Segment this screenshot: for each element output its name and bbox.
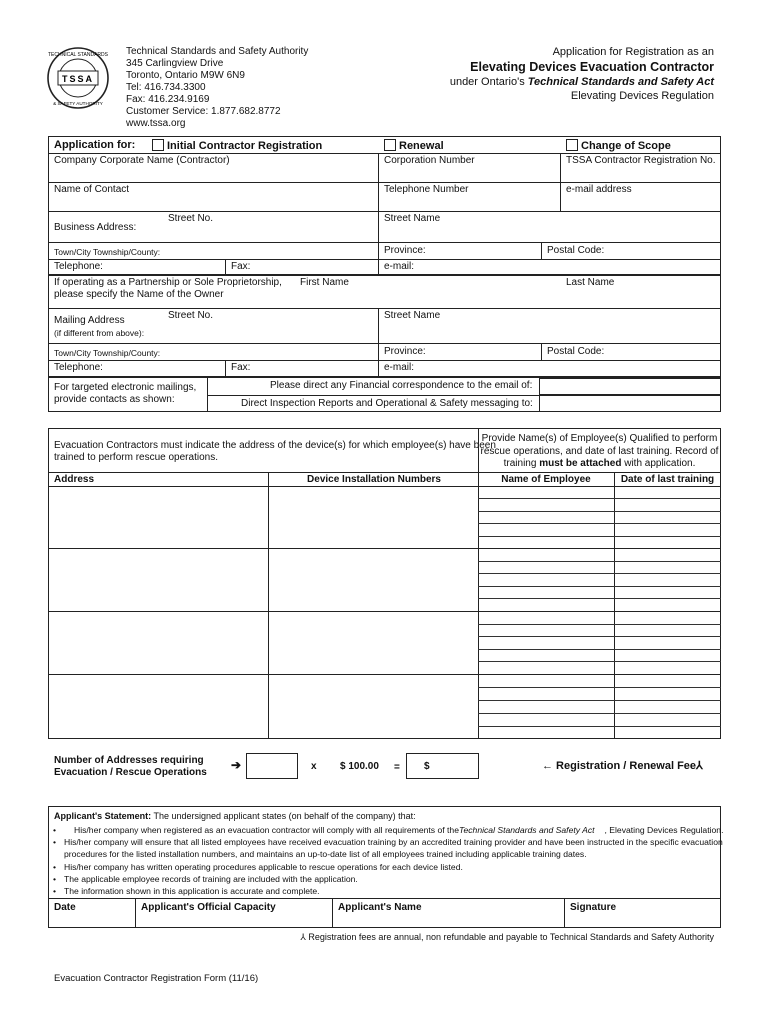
statement-bullet-4 (54, 874, 358, 885)
employee-row-line (478, 713, 721, 714)
statement-b1c: , Elevating Devices Regulation. (604, 825, 724, 835)
evac-provide-line3a: training (503, 458, 540, 469)
mailing-contacts-label2: provide contacts as shown: (54, 394, 175, 405)
mailing-street-no-field[interactable]: Street No. (168, 310, 214, 321)
title-line3 (450, 76, 714, 88)
sig-name-field[interactable]: Applicant's Name (338, 902, 422, 913)
mailing-province-field[interactable]: Province: (384, 346, 426, 357)
logo-text-top: TECHNICAL STANDARDS (47, 52, 109, 58)
owner-label-line2: please specify the Name of the Owner (54, 289, 224, 300)
owner-last-name-field[interactable]: Last Name (566, 277, 615, 288)
business-province-field[interactable]: Province: (384, 245, 426, 256)
device-cell-3[interactable] (269, 612, 478, 674)
email-address-field[interactable]: e-mail address (566, 184, 632, 195)
contact-name-field[interactable]: Name of Contact (54, 184, 130, 195)
business-street-no-field[interactable]: Street No. (168, 213, 214, 224)
statement-bullet-1 (54, 825, 723, 836)
employee-row-line (478, 523, 721, 524)
footnote: ⅄ Registration fees are annual, non refundable and payable to Technical Standards and Safety Authority (300, 932, 714, 942)
statement-heading-line (54, 810, 416, 822)
employee-row-line (478, 498, 721, 499)
title-line4: Elevating Devices Regulation (570, 90, 714, 102)
fee-arrow-icon: ➔ (231, 758, 242, 772)
address-cell-3[interactable] (49, 612, 268, 674)
option-renewal[interactable] (384, 139, 444, 152)
telephone-number-field[interactable]: Telephone Number (384, 184, 469, 195)
business-street-name-field[interactable]: Street Name (384, 213, 441, 224)
inspection-email-input[interactable] (539, 395, 721, 412)
address-cell-2[interactable] (49, 549, 268, 611)
employee-row-line (478, 687, 721, 688)
business-telephone-field[interactable]: Telephone: (54, 261, 103, 272)
statement-b2a: His/her company will ensure that all listed employees have received evacuation training by an accredited training provider and have been instructed in the specific evacuation (64, 837, 723, 847)
form-id: Evacuation Contractor Registration Form (11/16) (54, 973, 259, 984)
footnote-mark-icon: ⅄ (696, 760, 703, 772)
statement-bullet-5 (54, 886, 320, 897)
business-town-field[interactable]: Town/City Township/County: (54, 247, 161, 257)
business-address-label: Business Address: (54, 222, 137, 233)
employee-row-line (478, 624, 721, 625)
fee-amount: $ 100.00 (340, 761, 379, 772)
statement-b1-act: Technical Standards and Safety Act (459, 825, 595, 835)
statement-b4: The applicable employee records of training are included with the application. (64, 874, 358, 884)
inspection-email-label: Direct Inspection Reports and Operational & Safety messaging to: (241, 398, 533, 409)
employee-row-line (478, 536, 721, 537)
corp-number-field[interactable]: Corporation Number (384, 155, 475, 166)
address-cell-1[interactable] (49, 487, 268, 548)
evac-provide-line3 (478, 458, 721, 470)
statement-intro: The undersigned applicant states (on behalf of the company) that: (151, 811, 416, 821)
col-employee-header: Name of Employee (501, 474, 591, 485)
option-scope-label: Change of Scope (581, 140, 671, 152)
tssa-seal-icon (46, 46, 110, 110)
evac-provide-must: must be attached (539, 458, 622, 469)
evac-intro-line1: Evacuation Contractors must indicate the address of the device(s) for which employee(s) have been (54, 440, 496, 451)
registration-fee-label (542, 760, 703, 772)
device-cell-4[interactable] (269, 675, 478, 739)
evac-provide-line3c: with application. (621, 458, 696, 469)
logo-text-bottom: & SAFETY AUTHORITY (53, 101, 103, 106)
employee-row-line (478, 661, 721, 662)
fee-label-line1: Number of Addresses requiring (54, 755, 204, 766)
statement-bullet-2 (54, 837, 723, 848)
employee-row-line (478, 586, 721, 587)
evac-provide-line2: rescue operations, and date of last training. Record of (480, 446, 719, 457)
statement-bullet-3 (54, 862, 463, 873)
option-scope[interactable] (566, 139, 671, 152)
financial-email-label: Please direct any Financial correspondence to the email of: (270, 380, 533, 391)
employee-row-line (478, 700, 721, 701)
statement-b3: His/her company has written operating procedures applicable to rescue operations for each device listed. (64, 862, 463, 872)
address-cell-4[interactable] (49, 675, 268, 739)
mailing-street-name-field[interactable]: Street Name (384, 310, 441, 321)
device-cell-1[interactable] (269, 487, 478, 548)
mailing-town-field[interactable]: Town/City Township/County: (54, 348, 161, 358)
authority-customer-service: Customer Service: 1.877.682.8772 (126, 106, 281, 117)
renewal-checkbox[interactable] (384, 139, 396, 151)
employee-row-line (478, 649, 721, 650)
fee-equals: = (394, 762, 400, 773)
authority-address1: 345 Carlingview Drive (126, 58, 224, 69)
business-fax-field[interactable]: Fax: (231, 261, 251, 272)
col-device-header: Device Installation Numbers (307, 474, 441, 485)
employee-row-line (478, 726, 721, 727)
owner-first-name-field[interactable]: First Name (300, 277, 349, 288)
mailing-email-field[interactable]: e-mail: (384, 362, 415, 373)
fee-times: x (311, 761, 317, 772)
authority-fax: Fax: 416.234.9169 (126, 94, 210, 105)
employee-row-line (478, 573, 721, 574)
sig-date-field[interactable]: Date (54, 902, 76, 913)
business-email-field[interactable]: e-mail: (384, 261, 415, 272)
statement-b5: The information shown in this application is accurate and complete. (64, 886, 320, 896)
page-title: Elevating Devices Evacuation Contractor (470, 60, 714, 74)
fee-total-input[interactable] (406, 753, 479, 779)
col-date-header: Date of last training (620, 474, 715, 485)
address-count-input[interactable] (246, 753, 298, 779)
mailing-postal-field[interactable]: Postal Code: (547, 346, 605, 357)
title-line1: Application for Registration as an (552, 46, 714, 58)
sig-signature-field[interactable]: Signature (570, 902, 617, 913)
authority-website: www.tssa.org (126, 118, 186, 129)
sig-capacity-field[interactable]: Applicant's Official Capacity (141, 902, 276, 913)
scope-checkbox[interactable] (566, 139, 578, 151)
employee-row-line (478, 561, 721, 562)
fee-label-line2: Evacuation / Rescue Operations (54, 767, 207, 778)
mailing-contacts-label1: For targeted electronic mailings, (54, 382, 197, 393)
tssa-reg-field[interactable]: TSSA Contractor Registration No. (566, 155, 716, 166)
evac-provide-line1: Provide Name(s) of Employee(s) Qualified to perform (481, 433, 718, 444)
initial-checkbox[interactable] (152, 139, 164, 151)
mailing-fax-field[interactable]: Fax: (231, 362, 251, 373)
authority-address2: Toronto, Ontario M9W 6N9 (126, 70, 245, 81)
authority-name: Technical Standards and Safety Authority (126, 46, 309, 57)
statement-heading: Applicant's Statement: (54, 811, 152, 821)
authority-tel: Tel: 416.734.3300 (126, 82, 206, 93)
corp-name-field[interactable]: Company Corporate Name (Contractor) (54, 155, 230, 166)
title-act: Technical Standards and Safety Act (527, 76, 714, 88)
statement-b2b: procedures for the listed installation numbers, and maintains an up-to-date list of all employees trained including applicable training dates. (64, 849, 587, 859)
option-initial-label: Initial Contractor Registration (167, 140, 323, 152)
financial-email-input[interactable] (539, 378, 721, 395)
mailing-telephone-field[interactable]: Telephone: (54, 362, 103, 373)
col-address-header: Address (54, 474, 95, 485)
employee-row-line (478, 511, 721, 512)
option-renewal-label: Renewal (399, 140, 444, 152)
tssa-logo (46, 46, 110, 110)
registration-fee-text: ← Registration / Renewal Fee (542, 760, 697, 772)
business-postal-field[interactable]: Postal Code: (547, 245, 605, 256)
employee-row-line (478, 598, 721, 599)
fee-dollar: $ (424, 761, 430, 772)
title-line3-prefix: under Ontario's (449, 76, 528, 88)
employee-row-line (478, 636, 721, 637)
mailing-if-different: (if different from above): (54, 328, 145, 338)
logo-text-mid: TSSA (61, 74, 95, 84)
application-for-label: Application for: (54, 139, 136, 151)
mailing-address-label: Mailing Address (54, 315, 125, 326)
device-cell-2[interactable] (269, 549, 478, 611)
option-initial[interactable] (152, 139, 322, 152)
owner-label-line1: If operating as a Partnership or Sole Proprietorship, (54, 277, 282, 288)
statement-b1a: His/her company when registered as an evacuation contractor will comply with all requirements of the (74, 825, 459, 835)
evac-intro-line2: trained to perform rescue operations. (54, 452, 218, 463)
